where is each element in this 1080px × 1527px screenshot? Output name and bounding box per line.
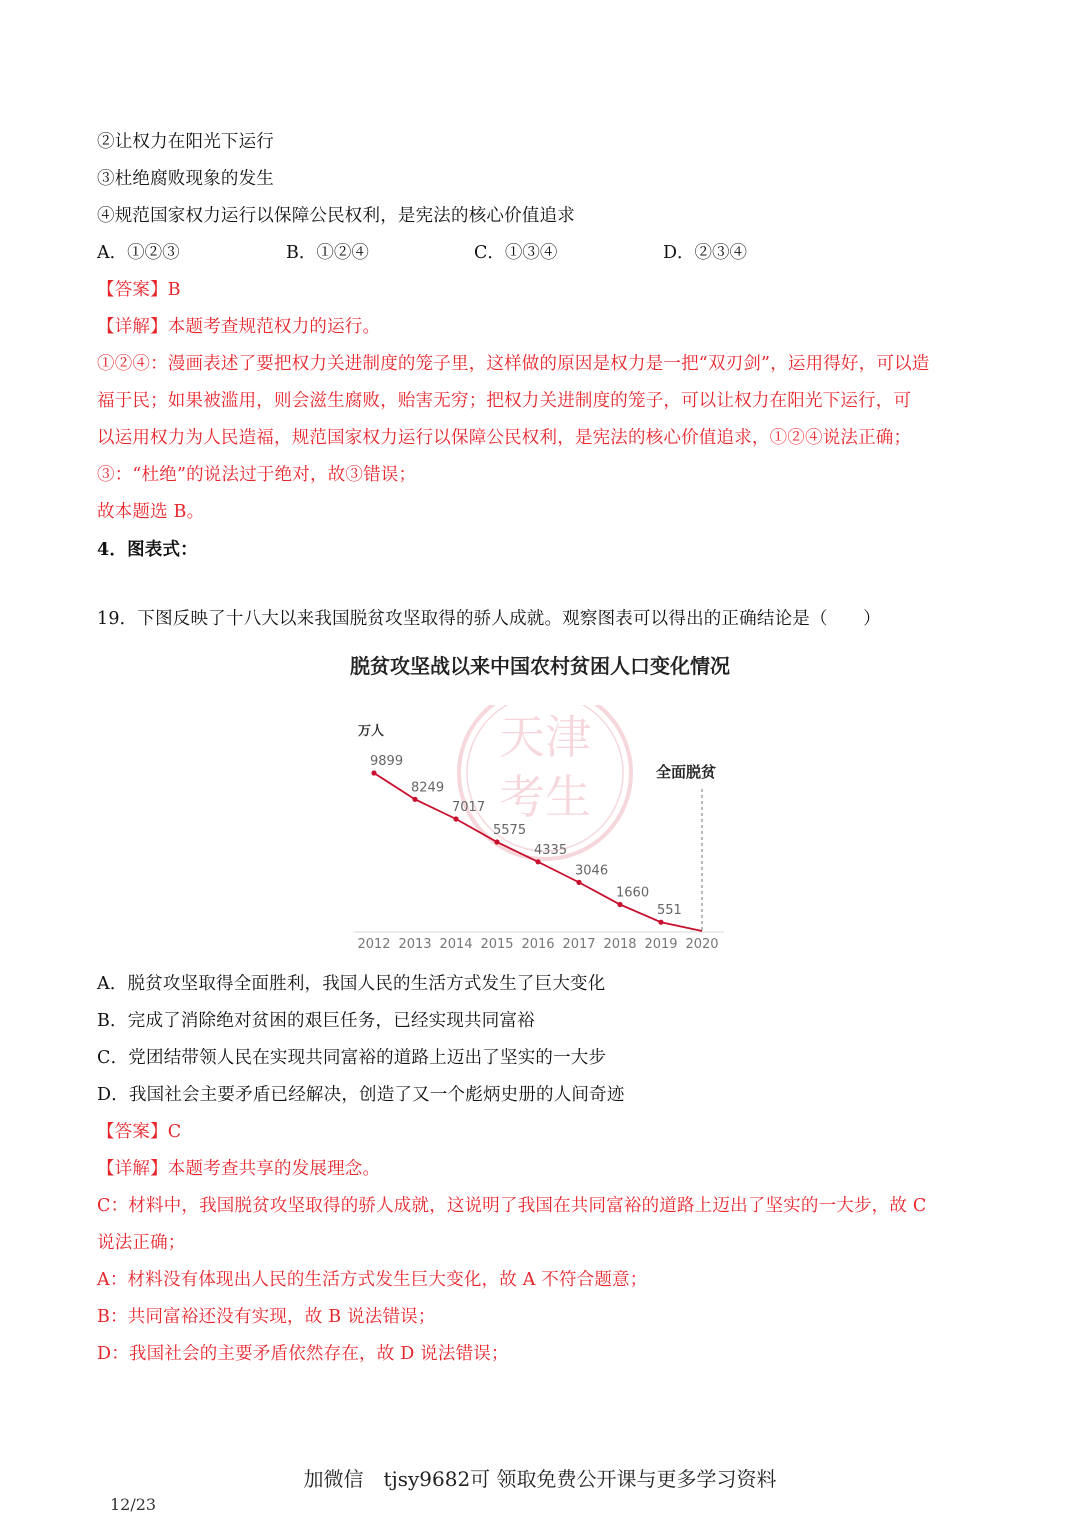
data-point [494, 839, 499, 844]
prev-option-c: C．①③④ [474, 243, 558, 263]
data-label: 1660 [616, 885, 650, 901]
data-point [617, 902, 622, 907]
prev-analysis-line: 故本题选 B。 [97, 502, 205, 522]
data-label: 3046 [575, 863, 609, 879]
statement-4: ④规范国家权力运行以保障公民权利，是宪法的核心价值追求 [97, 206, 575, 226]
data-point [576, 880, 581, 885]
chart-title: 脱贫攻坚战以来中国农村贫困人口变化情况 [350, 654, 730, 678]
analysis-line: 说法正确； [97, 1233, 186, 1253]
watermark-text-bottom: 考生 [499, 770, 591, 824]
page-number: 12/23 [110, 1495, 157, 1514]
data-point [658, 920, 663, 925]
analysis-line: A：材料没有体现出人民的生活方式发生巨大变化，故 A 不符合题意； [97, 1270, 648, 1290]
data-label: 9899 [370, 754, 404, 769]
option-c: C．党团结带领人民在实现共同富裕的道路上迈出了坚实的一大步 [97, 1048, 607, 1068]
option-b: B．完成了消除绝对贫困的艰巨任务，已经实现共同富裕 [97, 1011, 535, 1031]
x-tick-label: 2013 [398, 937, 432, 952]
prev-answer: 【答案】B [97, 280, 181, 300]
prev-analysis-line: 以运用权力为人民造福，规范国家权力运行以保障公民权利，是宪法的核心价值追求，①②④说法正确； [97, 428, 912, 448]
data-label: 5575 [493, 823, 527, 839]
x-tick-label: 2012 [357, 937, 391, 952]
option-a: A．脱贫攻坚取得全面胜利，我国人民的生活方式发生了巨大变化 [97, 974, 606, 994]
data-label: 551 [657, 903, 682, 919]
prev-analysis-head: 【详解】本题考查规范权力的运行。 [97, 317, 381, 337]
x-tick-label: 2020 [685, 937, 719, 952]
data-label: 8249 [411, 780, 445, 796]
prev-option-a: A．①②③ [97, 243, 180, 263]
prev-option-d: D．②③④ [663, 243, 748, 263]
section-heading: 4．图表式： [97, 540, 198, 560]
statement-2: ②让权力在阳光下运行 [97, 132, 274, 152]
x-tick-label: 2015 [480, 937, 514, 952]
option-d: D．我国社会主要矛盾已经解决，创造了又一个彪炳史册的人间奇迹 [97, 1085, 625, 1105]
data-point [412, 797, 417, 802]
statement-3: ③杜绝腐败现象的发生 [97, 169, 274, 189]
prev-analysis-line: ③：“杜绝”的说法过于绝对，故③错误； [97, 465, 417, 485]
question-stem: 19．下图反映了十八大以来我国脱贫攻坚取得的骄人成就。观察图表可以得出的正确结论是（ ） [97, 609, 881, 629]
data-label: 7017 [452, 800, 486, 816]
data-point [453, 816, 458, 821]
prev-option-b: B．①②④ [286, 243, 369, 263]
data-point [535, 859, 540, 864]
y-axis-unit: 万人 [358, 724, 385, 739]
analysis-line: C：材料中，我国脱贫攻坚取得的骄人成就，这说明了我国在共同富裕的道路上迈出了坚实的一大步，故 C [97, 1196, 927, 1216]
x-tick-label: 2018 [603, 937, 637, 952]
prev-analysis-line: ①②④：漫画表述了要把权力关进制度的笼子里，这样做的原因是权力是一把“双刃剑”，运用得好，可以造 [97, 354, 930, 374]
x-tick-label: 2019 [644, 937, 678, 952]
footer-promo: 加微信 tjsy9682可 领取免费公开课与更多学习资料 [303, 1467, 777, 1491]
data-point [371, 770, 376, 775]
poverty-line-chart [340, 705, 740, 955]
data-label: 4335 [534, 842, 568, 858]
analysis-head: 【详解】本题考查共享的发展理念。 [97, 1159, 381, 1179]
full-poverty-eradication-label: 全面脱贫 [656, 763, 717, 781]
watermark-text-top: 天津 [499, 710, 591, 764]
prev-analysis-line: 福于民；如果被滥用，则会滋生腐败，贻害无穷；把权力关进制度的笼子，可以让权力在阳光下运行，可 [97, 391, 912, 411]
answer: 【答案】C [97, 1122, 182, 1142]
x-tick-label: 2016 [521, 937, 555, 952]
x-tick-label: 2017 [562, 937, 596, 952]
analysis-line: D：我国社会的主要矛盾依然存在，故 D 说法错误； [97, 1344, 509, 1364]
analysis-line: B：共同富裕还没有实现，故 B 说法错误； [97, 1307, 436, 1327]
x-tick-label: 2014 [439, 937, 473, 952]
